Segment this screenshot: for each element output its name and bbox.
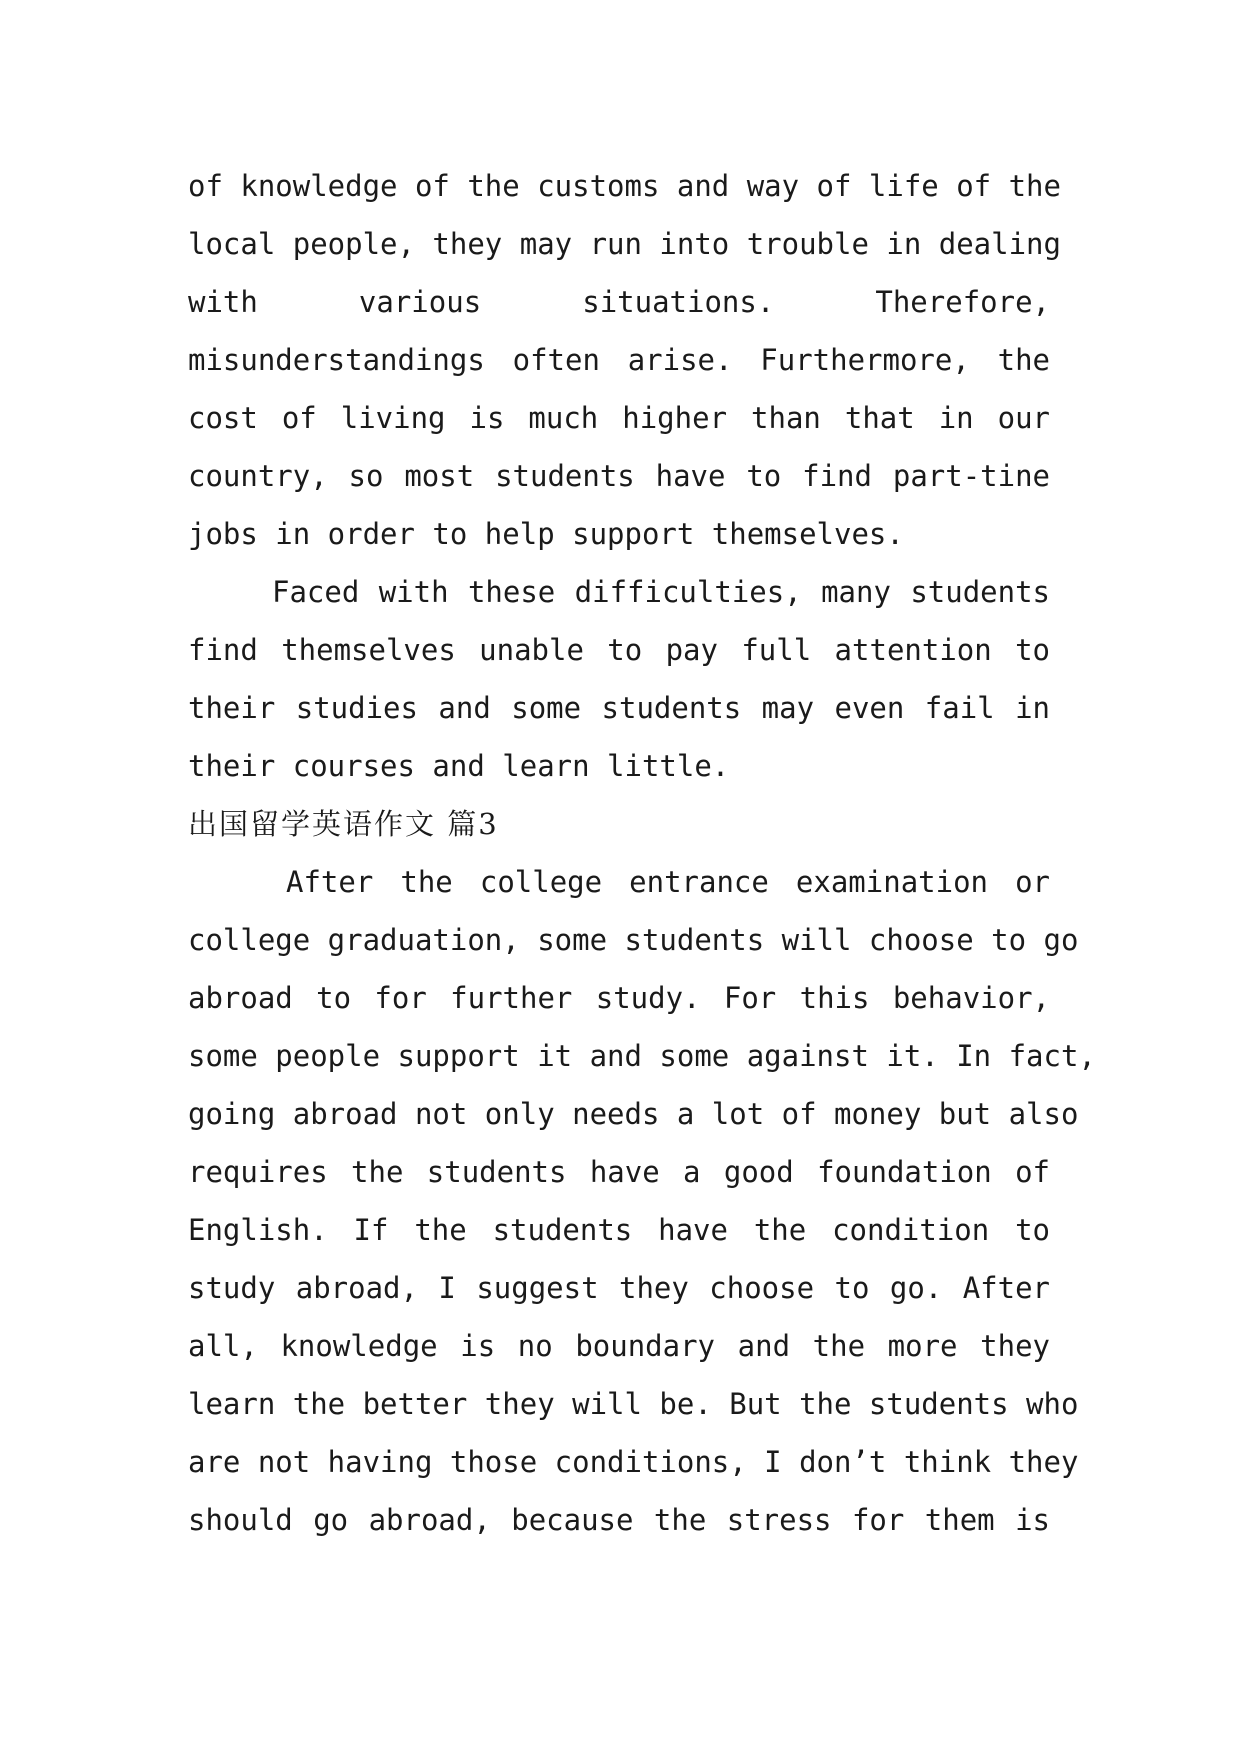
paragraph-line: their courses and learn little. — [188, 749, 730, 783]
paragraph-line: should go abroad, because the stress for them is — [188, 1503, 1050, 1537]
paragraph-line: of knowledge of the customs and way of life of the — [188, 169, 1061, 203]
paragraph-line: jobs in order to help support themselves. — [188, 517, 904, 551]
paragraph-line: requires the students have a good foundation of — [188, 1155, 1050, 1189]
paragraph-line: study abroad, I suggest they choose to go. After — [188, 1271, 1050, 1305]
section-heading: 出国留学英语作文 篇3 — [188, 807, 499, 841]
paragraph-line: their studies and some students may even fail in — [188, 691, 1050, 725]
paragraph-line: cost of living is much higher than that in our — [188, 401, 1050, 435]
paragraph-line: country, so most students have to find part-tine — [188, 459, 1050, 493]
paragraph-3 — [188, 853, 1096, 1549]
section-heading-block — [188, 795, 1050, 853]
paragraph-line: with various situations. Therefore, — [188, 285, 1050, 319]
paragraph-1 — [188, 157, 1061, 563]
paragraph-line: English. If the students have the condition to — [188, 1213, 1050, 1247]
paragraph-line: some people support it and some against it. In fact, — [188, 1039, 1096, 1073]
paragraph-line: are not having those conditions, I don’t think they — [188, 1445, 1079, 1479]
paragraph-line: local people, they may run into trouble in dealing — [188, 227, 1061, 261]
paragraph-line: college graduation, some students will choose to go — [188, 923, 1079, 957]
paragraph-line: learn the better they will be. But the students who — [188, 1387, 1079, 1421]
paragraph-line: going abroad not only needs a lot of money but also — [188, 1097, 1079, 1131]
paragraph-line: After the college entrance examination or — [286, 865, 1050, 899]
paragraph-line: misunderstandings often arise. Furthermore, the — [188, 343, 1050, 377]
paragraph-line: abroad to for further study. For this behavior, — [188, 981, 1050, 1015]
paragraph-line: all, knowledge is no boundary and the more they — [188, 1329, 1050, 1363]
paragraph-line: Faced with these difficulties, many students — [272, 575, 1050, 609]
paragraph-line: find themselves unable to pay full attention to — [188, 633, 1050, 667]
paragraph-2 — [188, 563, 1050, 795]
